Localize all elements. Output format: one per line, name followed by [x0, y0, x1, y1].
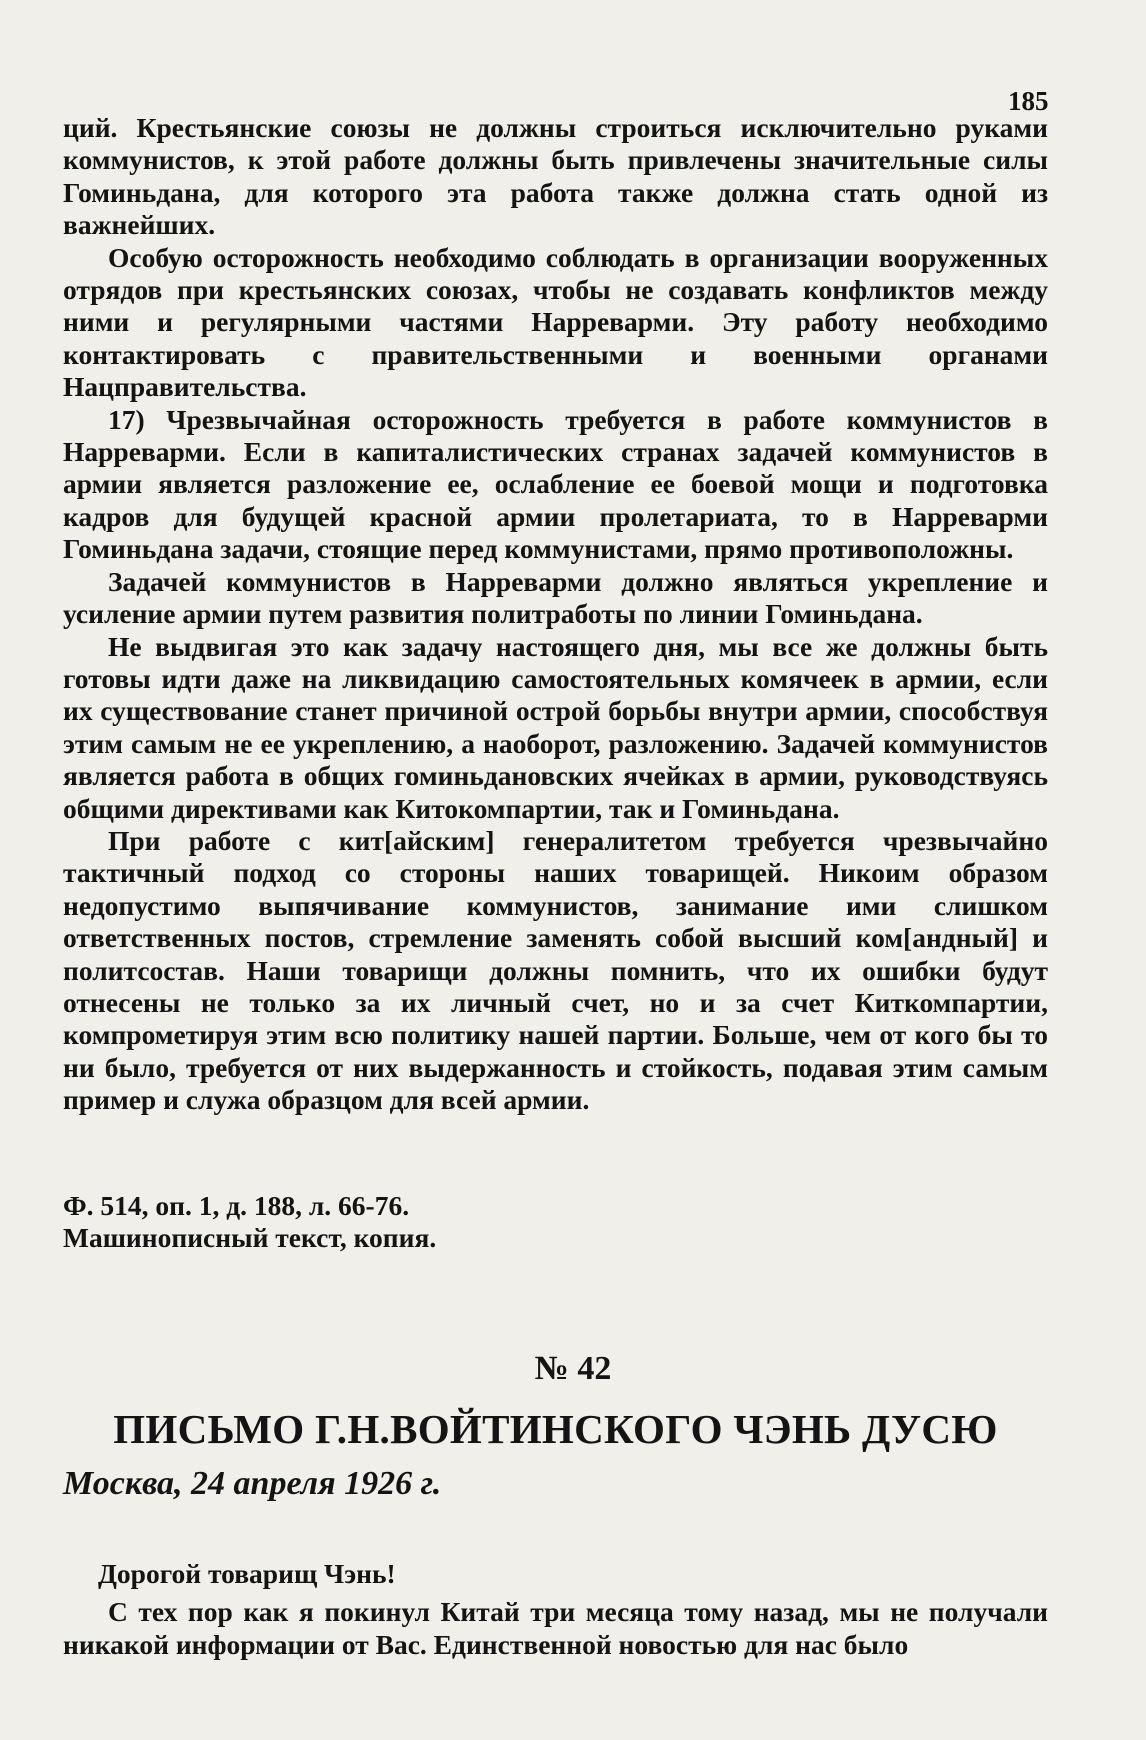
letter-greeting: Дорогой товарищ Чэнь!: [98, 1558, 396, 1589]
source-note: Машинописный текст, копия.: [63, 1222, 437, 1253]
place-date: Москва, 24 апреля 1926 г.: [63, 1465, 442, 1502]
document-title: ПИСЬМО Г.Н.ВОЙТИНСКОГО ЧЭНЬ ДУСЮ: [113, 1406, 998, 1452]
letter-text: [63, 1558, 1048, 1661]
paragraph: ций. Крестьянские союзы не должны строиться исключительно руками коммунистов, к этой работе должны быть привлечены значительные силы Гоминьдана, для которого эта работа также должна стать одной из важнейших.: [63, 112, 1048, 241]
page-number: 185: [1008, 86, 1049, 116]
document-number: № 42: [534, 1350, 612, 1387]
archive-reference: Ф. 514, оп. 1, д. 188, л. 66-76.: [63, 1190, 410, 1221]
paragraph: Задачей коммунистов в Нарреварми должно являться укрепление и усиление армии путем развития политработы по линии Гоминьдана.: [63, 565, 1048, 630]
source-reference: [63, 1190, 1048, 1254]
paragraph: Особую осторожность необходимо соблюдать в организации вооруженных отрядов при крестьянских союзах, чтобы не создавать конфликтов между ними и регулярными частями Нарреварми. Эту работу необходимо контактировать с правительственными и военными органами Нацправительства.: [63, 241, 1048, 403]
paragraph: При работе с кит[айским] генералитетом требуется чрезвычайно тактичный подход со стороны наших товарищей. Никоим образом недопустимо выпячивание коммунистов, занимание ими слишком ответственных постов, стремление заменять собой высший ком[андный] и политсостав. Наши товарищи должны помнить, что их ошибки будут отнесены не только за их личный счет, но и за счет Киткомпартии, компрометируя этим всю политику нашей партии. Больше, чем от кого бы то ни было, требуется от них выдержанность и стойкость, подавая этим самым пример и служа образцом для всей армии.: [63, 824, 1048, 1116]
letter-body: С тех пор как я покинул Китай три месяца тому назад, мы не получали никакой информации от Вас. Единственной новостью для нас было: [63, 1596, 1048, 1660]
paragraph: Не выдвигая это как задачу настоящего дня, мы все же должны быть готовы идти даже на ликвидацию самостоятельных комячеек в армии, если их существование станет причиной острой борьбы внутри армии, способствуя этим самым не ее укреплению, а наоборот, разложению. Задачей коммунистов является работа в общих гоминьдановских ячейках в армии, руководствуясь общими директивами как Китокомпартии, так и Гоминьдана.: [63, 630, 1048, 824]
paragraph: 17) Чрезвычайная осторожность требуется в работе коммунистов в Нарреварми. Если в капиталистических странах задачей коммунистов в армии является разложение ее, ослабление ее боевой мощи и подготовка кадров для будущей красной армии пролетариата, то в Нарреварми Гоминьдана задачи, стоящие перед коммунистами, прямо противоположны.: [63, 403, 1048, 565]
main-text: [63, 112, 1048, 1117]
